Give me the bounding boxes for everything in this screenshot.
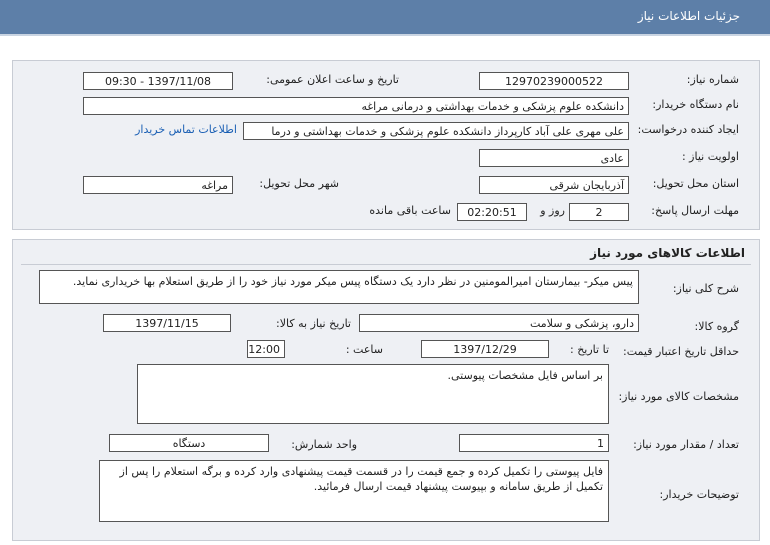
deadline-time-field: 02:20:51 bbox=[457, 203, 527, 221]
goods-specs-label: مشخصات کالای مورد نیاز: bbox=[618, 390, 739, 403]
until-date-label: تا تاریخ : bbox=[570, 343, 609, 356]
general-description-field: پیس میکر- بیمارستان امیرالمومنین در نظر دارد یک دستگاه پیس میکر مورد نیاز خود را از طریق استعلام بها خریداری نماید. bbox=[39, 270, 639, 304]
priority-field: عادی bbox=[479, 149, 629, 167]
request-creator-field: علی مهری علی آباد کارپرداز دانشکده علوم پزشکی و خدمات بهداشتی و درما bbox=[243, 122, 629, 140]
quantity-field: 1 bbox=[459, 434, 609, 452]
buyer-org-field: دانشکده علوم پزشکی و خدمات بهداشتی و درمانی مراغه bbox=[83, 97, 629, 115]
page-title: جزئیات اطلاعات نیاز bbox=[637, 9, 740, 23]
announce-datetime-field: 1397/11/08 - 09:30 bbox=[83, 72, 233, 90]
remaining-word: ساعت باقی مانده bbox=[369, 204, 451, 217]
general-description-label: شرح کلی نیاز: bbox=[672, 282, 739, 295]
delivery-province-label: استان محل تحویل: bbox=[652, 177, 739, 190]
priority-label: اولویت نیاز : bbox=[681, 150, 739, 163]
buyer-notes-label: توضیحات خریدار: bbox=[659, 488, 739, 501]
days-word: روز و bbox=[540, 204, 565, 217]
page-header bbox=[0, 0, 770, 36]
delivery-city-field: مراغه bbox=[83, 176, 233, 194]
validity-time-label: ساعت : bbox=[345, 343, 383, 356]
need-details-panel bbox=[12, 60, 760, 230]
buyer-org-label: نام دستگاه خریدار: bbox=[652, 98, 739, 111]
request-creator-label: ایجاد کننده درخواست: bbox=[637, 123, 739, 136]
announce-datetime-label: تاریخ و ساعت اعلان عمومی: bbox=[266, 73, 399, 86]
quantity-label: تعداد / مقدار مورد نیاز: bbox=[633, 438, 739, 451]
need-date-field: 1397/11/15 bbox=[103, 314, 231, 332]
need-date-label: تاریخ نیاز به کالا: bbox=[276, 317, 351, 330]
unit-label: واحد شمارش: bbox=[291, 438, 357, 451]
delivery-city-label: شهر محل تحویل: bbox=[259, 177, 339, 190]
delivery-province-field: آذربایجان شرقی bbox=[479, 176, 629, 194]
response-deadline-label: مهلت ارسال پاسخ: bbox=[651, 204, 739, 217]
goods-group-label: گروه کالا: bbox=[694, 320, 739, 333]
buyer-notes-field: فایل پیوستی را تکمیل کرده و جمع قیمت را در قسمت قیمت پیشنهادی وارد کرده و برگه استعلام را پس از تکمیل از طریق سامانه و بپیوست پیشنهاد قیمت ارسال فرمائید. bbox=[99, 460, 609, 522]
need-number-label: شماره نیاز: bbox=[686, 73, 739, 86]
need-number-field: 12970239000522 bbox=[479, 72, 629, 90]
validity-time-field: 12:00 bbox=[247, 340, 285, 358]
deadline-days-field: 2 bbox=[569, 203, 629, 221]
buyer-contact-link[interactable]: اطلاعات تماس خریدار bbox=[135, 123, 237, 136]
goods-specs-field: بر اساس فایل مشخصات پیوستی. bbox=[137, 364, 609, 424]
goods-section-title: اطلاعات کالاهای مورد نیاز bbox=[590, 246, 745, 260]
goods-info-panel bbox=[12, 239, 760, 541]
unit-field: دستگاه bbox=[109, 434, 269, 452]
price-validity-label: حداقل تاریخ اعتبار قیمت: bbox=[623, 345, 739, 358]
section-divider bbox=[21, 264, 751, 265]
goods-group-field: دارو، پزشکی و سلامت bbox=[359, 314, 639, 332]
validity-date-field: 1397/12/29 bbox=[421, 340, 549, 358]
